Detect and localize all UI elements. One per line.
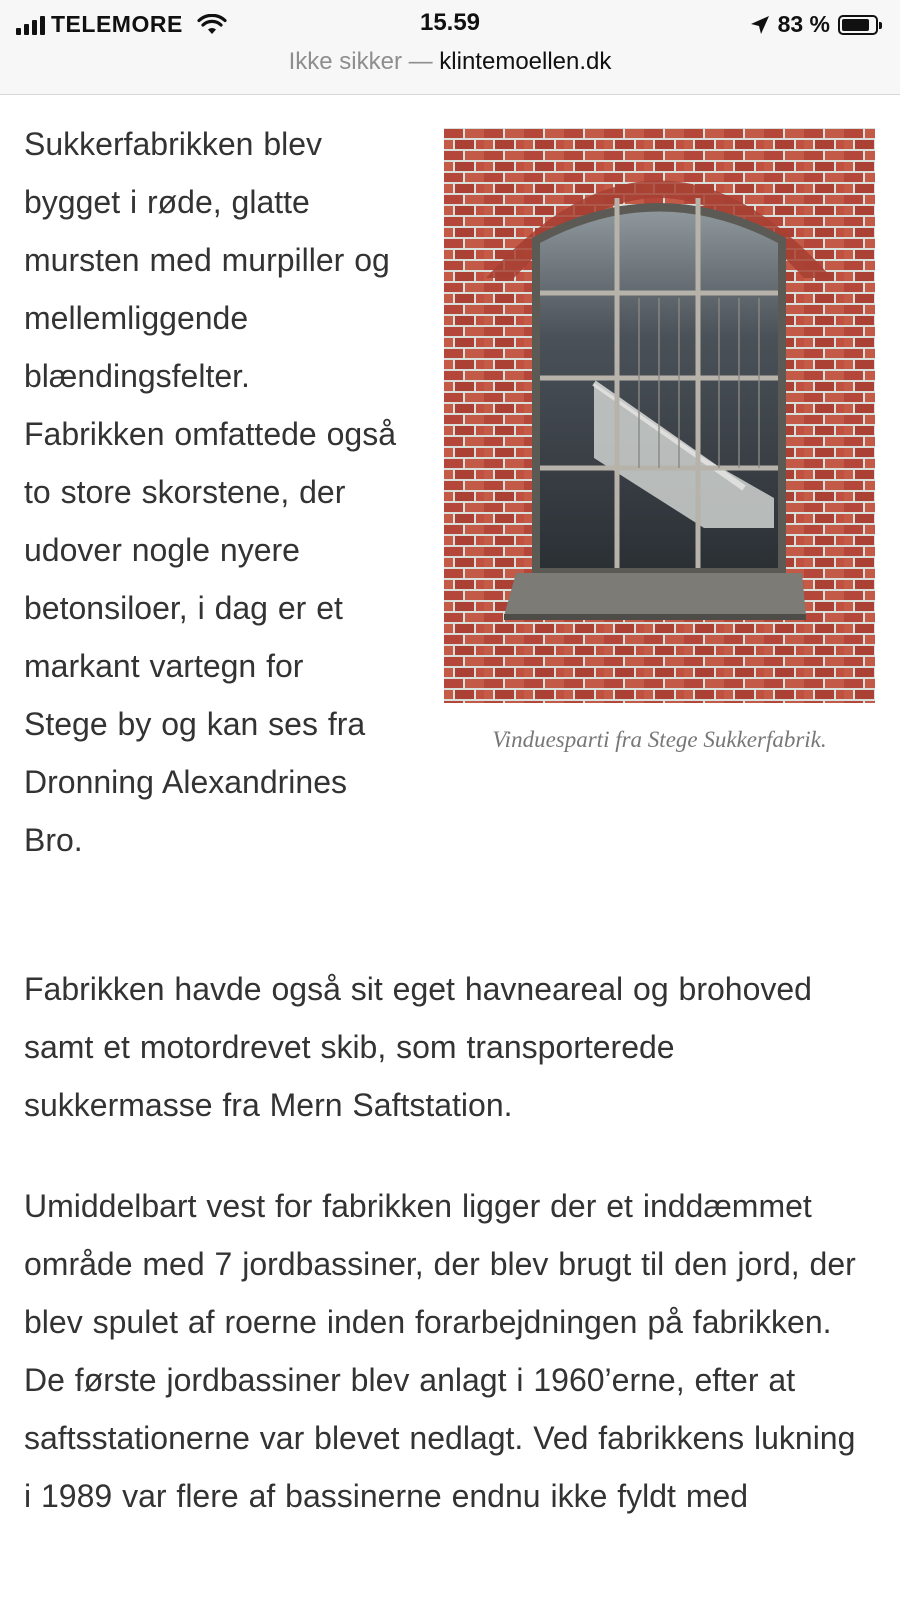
- article-paragraph-2: Fabrikken havde også sit eget havneareal og brohoved samt et motordrevet skib, som transporterede sukkermasse fra Mern Saftstation.: [24, 971, 812, 1123]
- status-right: [750, 11, 878, 38]
- battery-icon: [838, 15, 878, 35]
- battery-level-fill: [842, 19, 869, 31]
- clock: 15.59: [419, 9, 481, 36]
- article-paragraph-1: Sukkerfabrikken blev bygget i røde, glatte mursten med murpiller og mellemliggende blændingsfelter. Fabrikken omfattede også to store skorstene, der udover nogle nyere betonsiloer, i dag er et markant vartegn for Stege by og kan ses fra Dronning Alexandrines Bro.: [24, 126, 396, 858]
- carrier-name: TELEMORE: [51, 11, 183, 37]
- location-arrow-icon: [750, 15, 770, 35]
- security-status: Ikke sikker: [288, 48, 402, 75]
- url-separator: —: [408, 48, 433, 75]
- article-figure: [444, 128, 875, 753]
- battery-percentage: 83 %: [777, 11, 830, 37]
- address-bar[interactable]: [0, 48, 900, 76]
- figure-caption: Vinduesparti fra Stege Sukkerfabrik.: [492, 727, 827, 752]
- article-paragraph-3: Umiddelbart vest for fabrikken ligger der et inddæmmet område med 7 jordbassiner, der blev brugt til den jord, der blev spulet af roerne inden forarbejdningen på fabrikken. De første jordbassiner blev anlagt i 1960’erne, efter at saftsstationerne var blevet nedlagt. Ved fabrikkens lukning i 1989 var flere af bassinerne endnu ikke fyldt med: [24, 1188, 856, 1514]
- browser-status-bar: [0, 0, 900, 95]
- window-photo: [444, 128, 875, 703]
- article-content: [0, 95, 900, 1600]
- site-domain: klintemoellen.dk: [439, 48, 612, 75]
